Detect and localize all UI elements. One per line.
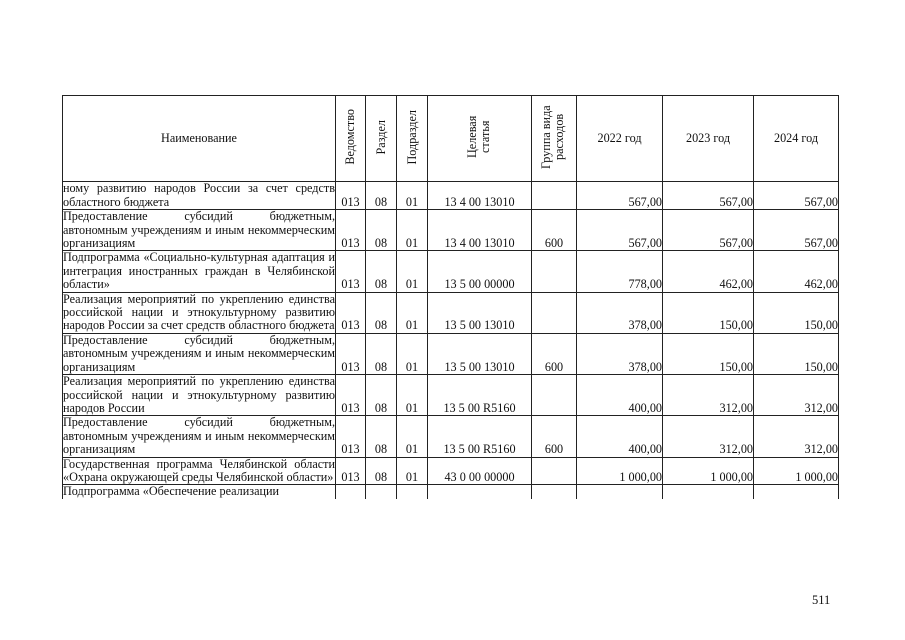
cell-group [532,457,577,485]
cell-name: Реализация мероприятий по укреплению единства российской нации и этнокультурному развитию народов России [63,374,335,415]
cell-y2023: 567,00 [663,182,754,210]
cell-name: Предоставление субсидий бюджетным, автономным учреждениям и иным некоммерческим организациям [63,209,335,251]
cell-group: 600 [532,333,577,374]
cell-dept: 013 [336,416,366,457]
cell-section: 08 [366,375,397,416]
cell-y2024: 462,00 [754,251,839,292]
header-name: Наименование [63,96,336,182]
header-target: Целевая статья [428,96,532,182]
table-row [63,375,839,416]
cell-y2022: 400,00 [577,375,663,416]
cell-y2022: 400,00 [577,416,663,457]
table-row [63,292,839,333]
cell-section: 08 [366,333,397,374]
cell-group [532,375,577,416]
cell-y2023: 567,00 [663,210,754,251]
cell-name: Государственная программа Челябинской области «Охрана окружающей среды Челябинской области» [63,456,335,484]
cell-subsection: 01 [397,333,428,374]
cell-dept: 013 [336,210,366,251]
cell-target: 13 5 00 00000 [428,251,532,292]
cell-section [366,485,397,499]
cell-dept: 013 [336,375,366,416]
header-section: Раздел [366,96,397,182]
cell-subsection: 01 [397,375,428,416]
cell-subsection [397,485,428,499]
cell-y2023: 462,00 [663,251,754,292]
cell-section: 08 [366,182,397,210]
page-number: 511 [812,593,831,607]
cell-name: Реализация мероприятий по укреплению единства российской нации и этнокультурному развитию народов России за счет средств областного бюджета [63,291,335,333]
cell-target: 43 0 00 00000 [428,457,532,485]
cell-target [428,485,532,499]
cell-y2022: 1 000,00 [577,457,663,485]
cell-group [532,251,577,292]
cell-subsection: 01 [397,210,428,251]
cell-subsection: 01 [397,457,428,485]
header-2024: 2024 год [754,96,839,182]
cell-y2023: 150,00 [663,292,754,333]
table-row [63,210,839,251]
header-2022: 2022 год [577,96,663,182]
cell-subsection: 01 [397,292,428,333]
cell-y2024: 567,00 [754,210,839,251]
cell-name: Предоставление субсидий бюджетным, автономным учреждениям и иным некоммерческим организациям [63,332,335,374]
cell-group [532,485,577,499]
cell-y2024: 150,00 [754,292,839,333]
cell-y2024: 150,00 [754,333,839,374]
cell-y2024: 567,00 [754,182,839,210]
cell-name: ному развитию народов России за счет средств областного бюджета [63,181,335,209]
cell-y2023: 312,00 [663,416,754,457]
cell-group: 600 [532,210,577,251]
cell-section: 08 [366,292,397,333]
cell-target: 13 4 00 13010 [428,182,532,210]
cell-y2023: 312,00 [663,375,754,416]
cell-dept: 013 [336,251,366,292]
table-row [63,416,839,457]
cell-y2024: 1 000,00 [754,457,839,485]
table-row [63,485,839,499]
header-dept: Ведомство [336,96,366,182]
cell-y2024 [754,485,839,499]
cell-group: 600 [532,416,577,457]
table-row [63,333,839,374]
cell-group [532,182,577,210]
cell-y2023: 1 000,00 [663,457,754,485]
cell-section: 08 [366,416,397,457]
cell-name: Подпрограмма «Социально-культурная адаптация и интеграция иностранных граждан в Челябинской области» [63,250,335,292]
budget-table [62,95,839,499]
cell-y2022: 567,00 [577,182,663,210]
cell-dept: 013 [336,292,366,333]
cell-y2022: 778,00 [577,251,663,292]
cell-y2022: 378,00 [577,292,663,333]
cell-group [532,292,577,333]
cell-section: 08 [366,210,397,251]
cell-section: 08 [366,251,397,292]
cell-y2024: 312,00 [754,375,839,416]
cell-target: 13 5 00 R5160 [428,416,532,457]
cell-target: 13 4 00 13010 [428,210,532,251]
cell-dept [336,485,366,499]
header-subsection: Подраздел [397,96,428,182]
cell-target: 13 5 00 13010 [428,292,532,333]
cell-dept: 013 [336,333,366,374]
cell-subsection: 01 [397,416,428,457]
cell-name: Предоставление субсидий бюджетным, автономным учреждениям и иным некоммерческим организациям [63,415,335,457]
cell-target: 13 5 00 13010 [428,333,532,374]
cell-subsection: 01 [397,251,428,292]
header-group: Группа вида расходов [532,96,577,182]
table-row [63,251,839,292]
cell-y2023: 150,00 [663,333,754,374]
table-row [63,457,839,485]
cell-y2022: 567,00 [577,210,663,251]
cell-subsection: 01 [397,182,428,210]
cell-dept: 013 [336,182,366,210]
cell-y2024: 312,00 [754,416,839,457]
cell-y2023 [663,485,754,499]
cell-dept: 013 [336,457,366,485]
cell-section: 08 [366,457,397,485]
cell-target: 13 5 00 R5160 [428,375,532,416]
table-row [63,182,839,210]
cell-y2022 [577,485,663,499]
header-2023: 2023 год [663,96,754,182]
table-header-row [63,96,839,182]
cell-name: Подпрограмма «Обеспечение реализации [63,485,336,499]
cell-y2022: 378,00 [577,333,663,374]
